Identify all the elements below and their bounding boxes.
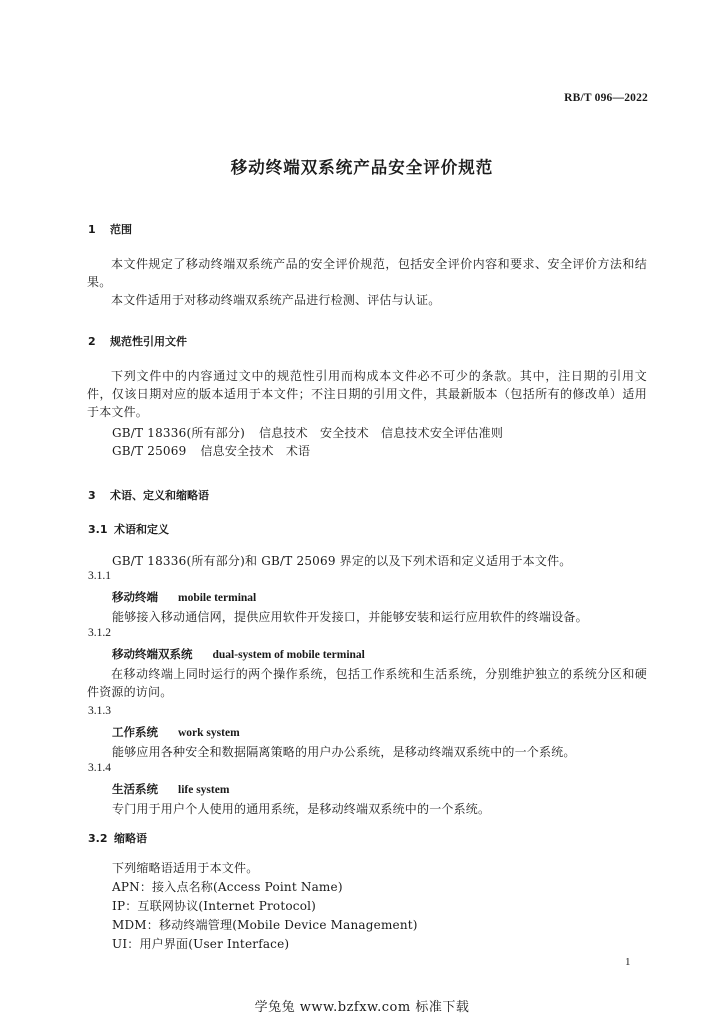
section-2-heading	[88, 333, 187, 349]
section-title: 术语和定义	[114, 523, 169, 536]
term-en: life system	[178, 784, 230, 796]
term-definition: 能够接入移动通信网，提供应用软件开发接口，并能够安装和运行应用软件的终端设备。	[112, 610, 588, 624]
term-definition: 能够应用各种安全和数据隔离策略的用户办公系统，是移动终端双系统中的一个系统。	[112, 745, 576, 759]
standard-number: RB/T 096—2022	[564, 92, 648, 104]
abbreviation-item: UI：用户界面(User Interface)	[112, 937, 290, 951]
term-zh: 工作系统	[112, 725, 158, 739]
abbreviations-intro: 下列缩略语适用于本文件。	[112, 861, 259, 875]
reference-item	[112, 424, 503, 441]
term-name	[112, 781, 229, 797]
term-number: 3.1.4	[88, 762, 111, 774]
term-zh: 移动终端双系统	[112, 647, 193, 661]
section-title: 范围	[110, 223, 132, 236]
term-definition: 在移动终端上同时运行的两个操作系统，包括工作系统和生活系统，分别维护独立的系统分区和硬件资源的访问。	[87, 667, 647, 699]
section-1-paragraph-1: 本文件规定了移动终端双系统产品的安全评价规范，包括安全评价内容和要求、安全评价方法和结果。	[87, 257, 647, 289]
abbreviation-item: APN：接入点名称(Access Point Name)	[112, 880, 343, 894]
term-number: 3.1.2	[88, 627, 111, 639]
footer-watermark: 学兔兔 www.bzfxw.com 标准下载	[254, 1000, 470, 1015]
section-3-1-heading	[88, 521, 169, 537]
section-number: 3	[88, 489, 96, 502]
reference-item	[112, 442, 310, 459]
section-number: 2	[88, 335, 96, 348]
reference-code: GB/T 25069	[112, 444, 187, 458]
section-number: 1	[88, 223, 96, 236]
term-zh: 移动终端	[112, 590, 158, 604]
term-number: 3.1.3	[88, 705, 111, 717]
section-3-heading	[88, 487, 209, 503]
term-en: work system	[178, 727, 240, 739]
reference-code: GB/T 18336(所有部分)	[112, 426, 246, 440]
term-number: 3.1.1	[88, 570, 111, 582]
section-1-heading	[88, 221, 132, 237]
abbreviation-item: MDM：移动终端管理(Mobile Device Management)	[112, 918, 418, 932]
section-3-2-heading	[88, 830, 147, 846]
section-title: 术语、定义和缩略语	[110, 489, 209, 502]
section-title: 缩略语	[114, 832, 147, 845]
term-zh: 生活系统	[112, 782, 158, 796]
term-name	[112, 646, 365, 662]
document-title: 移动终端双系统产品安全评价规范	[230, 158, 494, 177]
section-title: 规范性引用文件	[110, 335, 187, 348]
section-number: 3.1	[88, 523, 108, 536]
term-name	[112, 589, 256, 605]
reference-title: 信息技术 安全技术 信息技术安全评估准则	[259, 426, 504, 440]
section-2-paragraph-1: 下列文件中的内容通过文中的规范性引用而构成本文件必不可少的条款。其中，注日期的引用文件，仅该日期对应的版本适用于本文件；不注日期的引用文件，其最新版本（包括所有的修改单）适用于本文件。	[87, 369, 647, 419]
terms-intro: GB/T 18336(所有部分)和 GB/T 25069 界定的以及下列术语和定义适用于本文件。	[112, 554, 572, 568]
term-name	[112, 724, 240, 740]
abbreviation-item: IP：互联网协议(Internet Protocol)	[112, 899, 317, 913]
term-en: dual-system of mobile terminal	[212, 649, 365, 661]
reference-title: 信息安全技术 术语	[200, 444, 311, 458]
page-number: 1	[625, 956, 631, 968]
term-en: mobile terminal	[178, 592, 257, 604]
term-definition: 专门用于用户个人使用的通用系统，是移动终端双系统中的一个系统。	[112, 802, 491, 816]
section-number: 3.2	[88, 832, 108, 845]
section-1-paragraph-2: 本文件适用于对移动终端双系统产品进行检测、评估与认证。	[111, 293, 441, 307]
